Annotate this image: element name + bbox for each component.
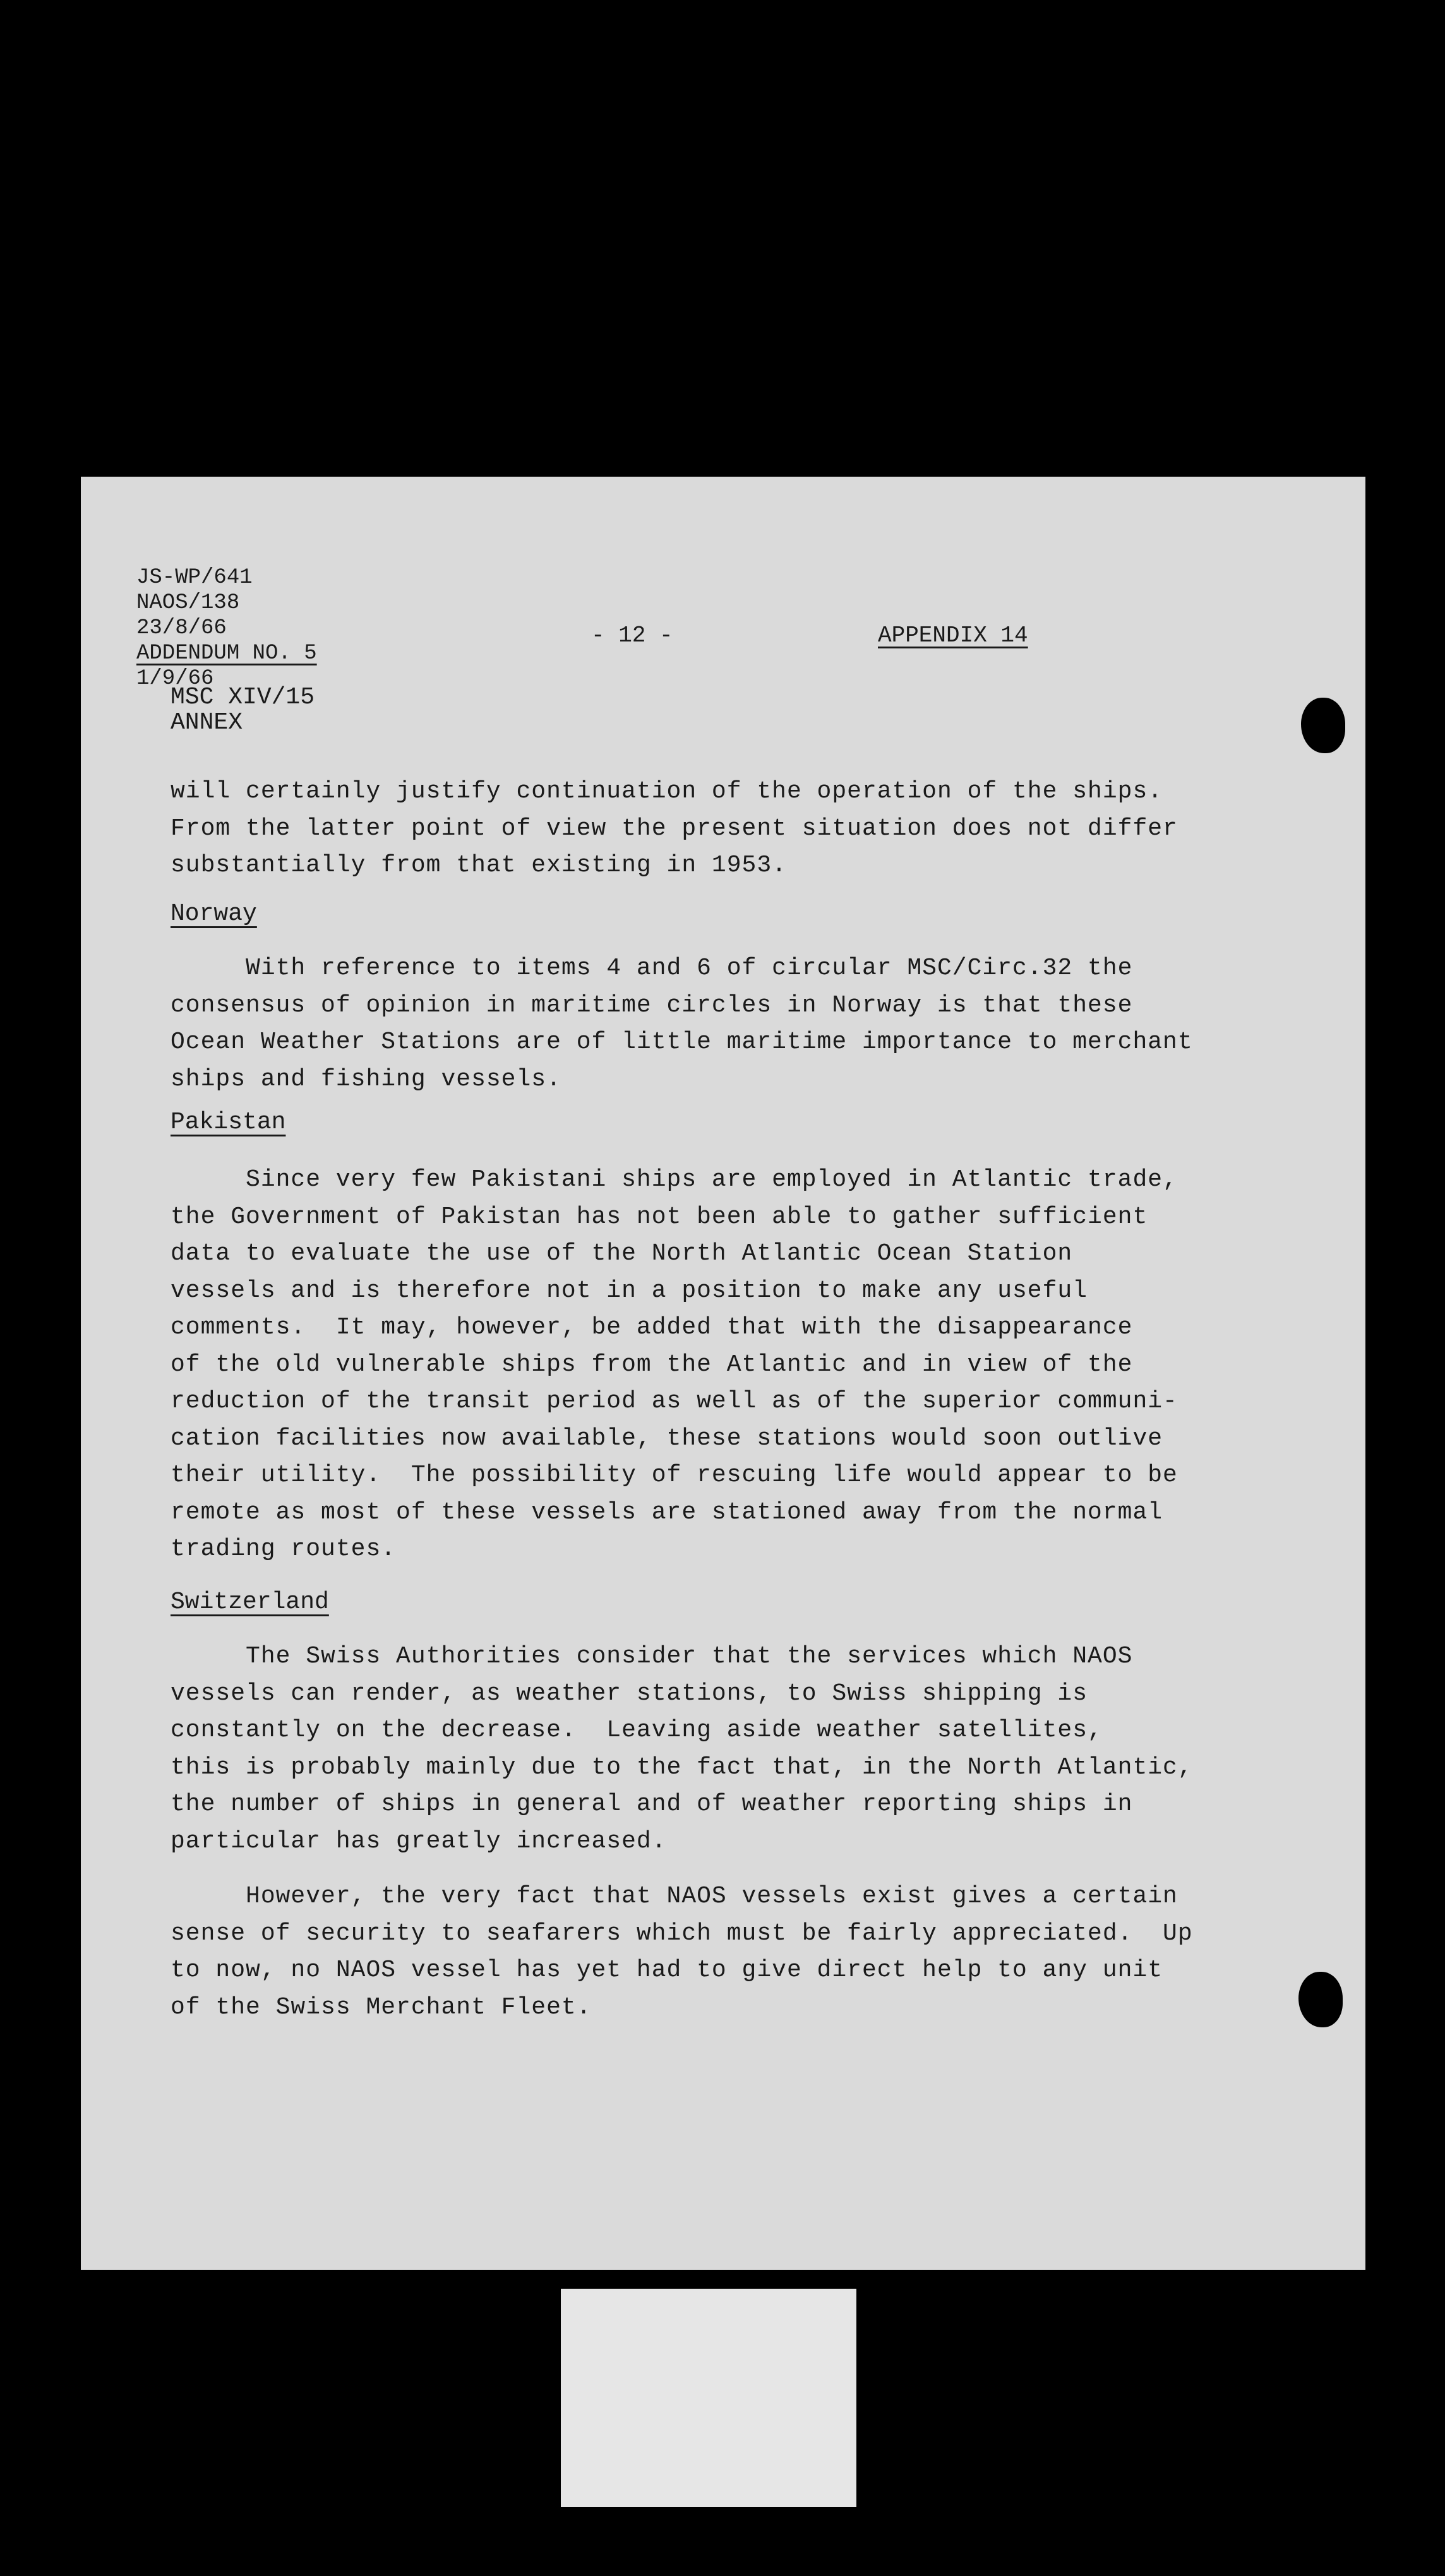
section-heading-norway: Norway bbox=[171, 900, 257, 927]
text-line: this is probably mainly due to the fact that, in the North Atlantic, bbox=[171, 1753, 1193, 1781]
text-line: remote as most of these vessels are stationed away from the normal bbox=[171, 1498, 1163, 1526]
text-line: the Government of Pakistan has not been able to gather sufficient bbox=[171, 1203, 1148, 1231]
text-line: of the old vulnerable ships from the Atlantic and in view of the bbox=[171, 1351, 1133, 1378]
text-line: to now, no NAOS vessel has yet had to give direct help to any unit bbox=[171, 1957, 1163, 1984]
text-line: ships and fishing vessels. bbox=[171, 1065, 561, 1093]
reference-line: JS-WP/641 bbox=[136, 566, 253, 590]
punch-hole-bottom bbox=[1298, 1972, 1343, 2027]
text-line: sense of security to seafarers which must be fairly appreciated. Up bbox=[171, 1919, 1193, 1947]
section-heading-switzerland: Switzerland bbox=[171, 1589, 329, 1616]
text-line: consensus of opinion in maritime circles in Norway is that these bbox=[171, 991, 1133, 1019]
document-page bbox=[81, 477, 1365, 2270]
text-line: data to evaluate the use of the North Atlantic Ocean Station bbox=[171, 1240, 1073, 1267]
msc-reference bbox=[171, 685, 315, 736]
text-line: Since very few Pakistani ships are employed in Atlantic trade, bbox=[171, 1166, 1178, 1193]
text-line: vessels and is therefore not in a position to make any useful bbox=[171, 1277, 1088, 1304]
text-line: constantly on the decrease. Leaving aside weather satellites, bbox=[171, 1717, 1103, 1744]
text-line: However, the very fact that NAOS vessels exist gives a certain bbox=[171, 1883, 1178, 1910]
reference-line-addendum: ADDENDUM NO. 5 bbox=[136, 641, 317, 665]
punch-hole-top bbox=[1301, 698, 1345, 753]
text-line: From the latter point of view the present situation does not differ bbox=[171, 814, 1178, 842]
text-line: particular has greatly increased. bbox=[171, 1827, 667, 1855]
text-line: The Swiss Authorities consider that the services which NAOS bbox=[171, 1643, 1133, 1670]
switzerland-paragraph-1 bbox=[171, 1638, 1320, 1860]
text-line: of the Swiss Merchant Fleet. bbox=[171, 1993, 592, 2021]
blank-card bbox=[561, 2289, 856, 2507]
text-line: their utility. The possibility of rescuing life would appear to be bbox=[171, 1462, 1178, 1489]
appendix-label: APPENDIX 14 bbox=[878, 623, 1028, 648]
msc-line: MSC XIV/15 bbox=[171, 684, 315, 711]
reference-block bbox=[136, 565, 317, 691]
reference-line: 23/8/66 bbox=[136, 616, 227, 640]
text-line: comments. It may, however, be added that with the disappearance bbox=[171, 1314, 1133, 1341]
reference-line: 1/9/66 bbox=[136, 667, 214, 691]
text-line: Ocean Weather Stations are of little maritime importance to merchant bbox=[171, 1029, 1193, 1056]
text-line: reduction of the transit period as well as of the superior communi- bbox=[171, 1388, 1178, 1415]
norway-paragraph bbox=[171, 950, 1320, 1098]
section-heading-pakistan: Pakistan bbox=[171, 1109, 286, 1136]
reference-line: NAOS/138 bbox=[136, 591, 240, 615]
text-line: cation facilities now available, these stations would soon outlive bbox=[171, 1424, 1163, 1452]
text-line: substantially from that existing in 1953. bbox=[171, 852, 787, 879]
text-line: the number of ships in general and of weather reporting ships in bbox=[171, 1791, 1133, 1818]
text-line: vessels can render, as weather stations, to Swiss shipping is bbox=[171, 1679, 1088, 1707]
page-number: - 12 - bbox=[591, 623, 673, 648]
text-line: trading routes. bbox=[171, 1535, 397, 1563]
text-line: will certainly justify continuation of the operation of the ships. bbox=[171, 778, 1163, 805]
switzerland-paragraph-2 bbox=[171, 1878, 1320, 2026]
text-line: With reference to items 4 and 6 of circular MSC/Circ.32 the bbox=[171, 955, 1133, 982]
intro-paragraph bbox=[171, 773, 1320, 885]
msc-line: ANNEX bbox=[171, 709, 243, 736]
pakistan-paragraph bbox=[171, 1162, 1320, 1568]
